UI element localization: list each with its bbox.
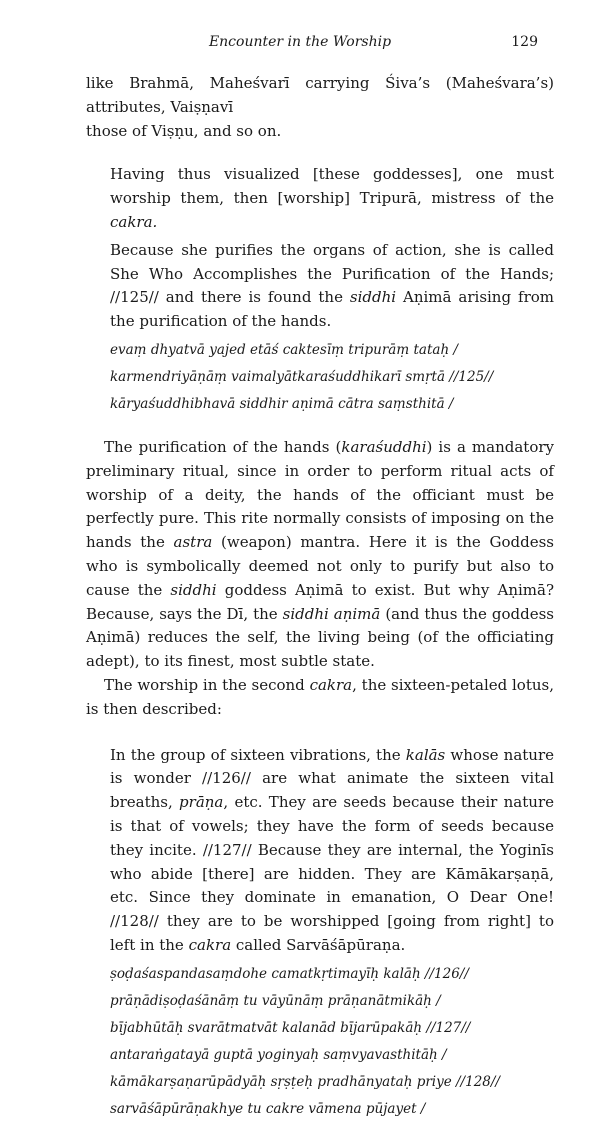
quote2-text: called Sarvāśāpūraṇa. bbox=[231, 935, 406, 954]
transition-italic: cakra bbox=[309, 675, 353, 694]
transition-paragraph bbox=[86, 674, 554, 722]
commentary-italic: siddhi bbox=[170, 580, 217, 599]
sanskrit-verse-line: evaṃ dhyatvā yajed etāś caktesīṃ tripurāṃ tataḥ / bbox=[110, 341, 458, 358]
opening-paragraph bbox=[86, 72, 554, 143]
quote2-text: , etc. They are seeds because their nature is that of vowels; they have the form of seeds because they incite. //127// Because they are internal, the Yoginīs who abide [there] are hidden. They are Kāmākarṣaṇā, etc. Since they dominate in emanation, O Dear One! //128// they are to be worshipped [going from right] to left in the bbox=[110, 793, 554, 954]
transition-text: The worship in the second bbox=[104, 675, 310, 694]
quote2-sanskrit-verses bbox=[110, 961, 554, 1123]
page-body bbox=[86, 72, 554, 1123]
sanskrit-verse-line: kāryaśuddhibhavā siddhir aṇimā cātra saṃsthitā / bbox=[110, 395, 454, 412]
opening-line-1: like Brahmā, Maheśvarī carrying Śiva’s (Maheśvara’s) attributes, Vaiṣṇavī bbox=[86, 74, 554, 116]
commentary-italic: siddhi aṇimā bbox=[282, 604, 381, 623]
page-number: 129 bbox=[511, 34, 538, 50]
opening-line-2: those of Viṣṇu, and so on. bbox=[86, 121, 282, 140]
quote2-italic: cakra bbox=[188, 935, 232, 954]
transition-text: , the sixteen-petaled lotus, is then described: bbox=[86, 675, 554, 718]
quote2-text: In the group of sixteen vibrations, the bbox=[110, 745, 406, 764]
quote1-p2-text-b: Aṇimā arising from the purification of the hands. bbox=[110, 288, 554, 331]
sanskrit-verse-line: sarvāśāpūrāṇakhye tu cakre vāmena pūjayet / bbox=[110, 1100, 426, 1117]
quote1-paragraph-1 bbox=[110, 163, 554, 234]
sanskrit-verse-line: bījabhūtāḥ svarātmatvāt kalanād bījarūpakāḥ //127// bbox=[110, 1019, 471, 1036]
commentary-text: goddess Aṇimā to exist. But why Aṇimā? Because, says the Dī, the bbox=[86, 580, 554, 623]
sanskrit-verse-line: ṣoḍaśaspandasaṃdohe camatkṛtimayīḥ kalāḥ //126// bbox=[110, 965, 469, 982]
quote2-paragraph bbox=[110, 744, 554, 958]
block-quote-1 bbox=[110, 163, 554, 418]
commentary-text: The purification of the hands ( bbox=[104, 437, 342, 456]
quote1-p2-italic: siddhi bbox=[349, 288, 397, 307]
commentary-text: (and thus the goddess Aṇimā) reduces the self, the living being (of the officiating adept), to its finest, most subtle state. bbox=[86, 604, 555, 671]
quote2-text: whose nature is wonder //126// are what animate the sixteen vital breaths, bbox=[110, 745, 555, 812]
sanskrit-verse-line: prāṇādiṣoḍaśānāṃ tu vāyūnāṃ prāṇanātmikāḥ / bbox=[110, 992, 441, 1009]
quote1-paragraph-2 bbox=[110, 239, 554, 334]
quote1-p1-text: Having thus visualized [these goddesses], one must worship them, then [worship] Tripurā, mistress of the bbox=[110, 165, 554, 208]
block-quote-2 bbox=[110, 744, 554, 1123]
commentary-text: ) is a mandatory preliminary ritual, since in order to perform ritual acts of worship of a deity, the hands of the officiant must be perfectly pure. This rite normally consists of imposing on the hands the bbox=[86, 437, 555, 552]
commentary-text: (weapon) mantra. Here it is the Goddess who is symbolically deemed not only to purify but also to cause the bbox=[86, 533, 554, 599]
commentary-italic: astra bbox=[173, 533, 213, 552]
quote1-p2-text-a: Because she purifies the organs of action, she is called She Who Accomplishes the Purification of the Hands; //125// and there is found the bbox=[110, 240, 554, 307]
commentary-italic: karaśuddhi bbox=[341, 437, 427, 456]
running-title: Encounter in the Worship bbox=[208, 34, 392, 50]
sanskrit-verse-line: antaraṅgatayā guptā yoginyaḥ saṃvyavasthitāḥ / bbox=[110, 1046, 447, 1063]
sanskrit-verse-line: kāmākarṣaṇarūpādyāḥ sṛṣṭeḥ pradhānyataḥ priye //128// bbox=[110, 1073, 500, 1090]
quote1-sanskrit-verses bbox=[110, 337, 554, 418]
quote1-p1-italic: cakra. bbox=[110, 212, 158, 231]
commentary-paragraph bbox=[86, 436, 554, 674]
sanskrit-verse-line: karmendriyāṇāṃ vaimalyātkaraśuddhikarī smṛtā //125// bbox=[110, 368, 494, 385]
quote2-italic: prāṇa bbox=[179, 793, 224, 812]
quote2-italic: kalās bbox=[405, 745, 446, 764]
